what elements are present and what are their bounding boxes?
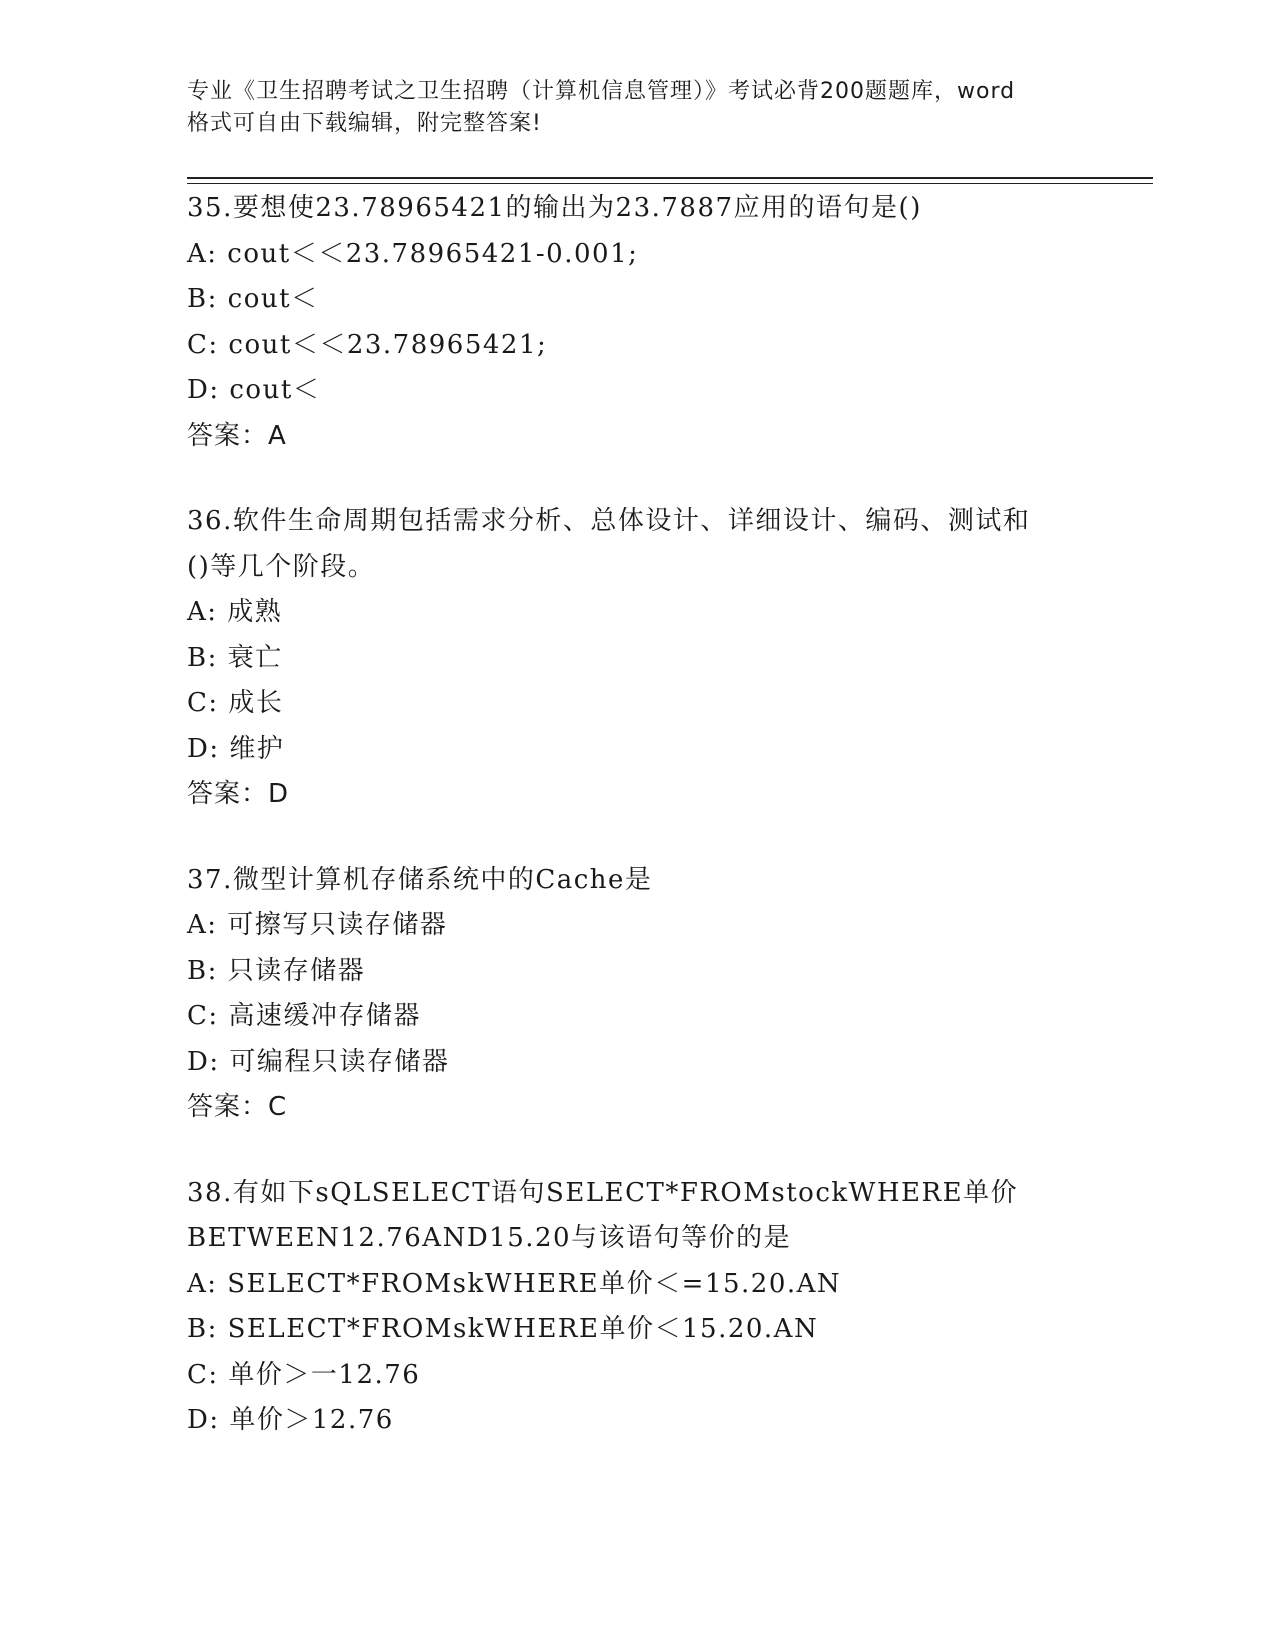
option-c: C: cout＜＜23.78965421; [187, 329, 548, 360]
answer-line: 答案：C [187, 1092, 288, 1122]
option-a: A: SELECT*FROMskWHERE单价＜=15.20.AN [187, 1268, 842, 1299]
option-b: B: 衰亡 [187, 642, 283, 673]
option-c: C: 高速缓冲存储器 [187, 1001, 421, 1031]
question-38 [187, 1171, 1153, 1444]
option-d: D: 维护 [187, 733, 285, 764]
answer-line: 答案：A [187, 420, 287, 451]
header-divider-thin [187, 183, 1153, 184]
option-b: B: cout＜ [187, 284, 319, 314]
option-b: B: SELECT*FROMskWHERE单价＜15.20.AN [187, 1314, 819, 1344]
question-35 [187, 186, 1153, 459]
question-stem: 36.软件生命周期包括需求分析、总体设计、详细设计、编码、测试和 [187, 506, 1031, 536]
option-c: C: 单价＞一12.76 [187, 1359, 421, 1390]
question-stem-continued: ()等几个阶段。 [187, 551, 376, 582]
option-b: B: 只读存储器 [187, 955, 366, 986]
answer-line: 答案：D [187, 779, 290, 809]
document-header [187, 76, 1087, 140]
question-stem: 37.微型计算机存储系统中的Cache是 [187, 864, 653, 895]
option-a: A: 可擦写只读存储器 [187, 910, 448, 940]
question-list [187, 186, 1153, 1484]
header-line-2: 格式可自由下载编辑，附完整答案! [187, 111, 542, 136]
header-divider-thick [187, 177, 1153, 179]
option-c: C: 成长 [187, 688, 284, 718]
question-37 [187, 858, 1153, 1131]
option-a: A: cout＜＜23.78965421-0.001; [187, 238, 639, 269]
option-d: D: cout＜ [187, 375, 321, 405]
option-d: D: 可编程只读存储器 [187, 1046, 450, 1077]
question-stem: 35.要想使23.78965421的输出为23.7887应用的语句是() [187, 193, 922, 223]
question-stem: 38.有如下sQLSELECT语句SELECT*FROMstockWHERE单价 [187, 1177, 1019, 1208]
header-line-1: 专业《卫生招聘考试之卫生招聘（计算机信息管理）》考试必背200题题库，word [187, 79, 1016, 104]
question-stem-continued: BETWEEN12.76AND15.20与该语句等价的是 [187, 1223, 792, 1253]
question-36 [187, 499, 1153, 818]
option-d: D: 单价＞12.76 [187, 1405, 394, 1435]
option-a: A: 成熟 [187, 597, 283, 627]
